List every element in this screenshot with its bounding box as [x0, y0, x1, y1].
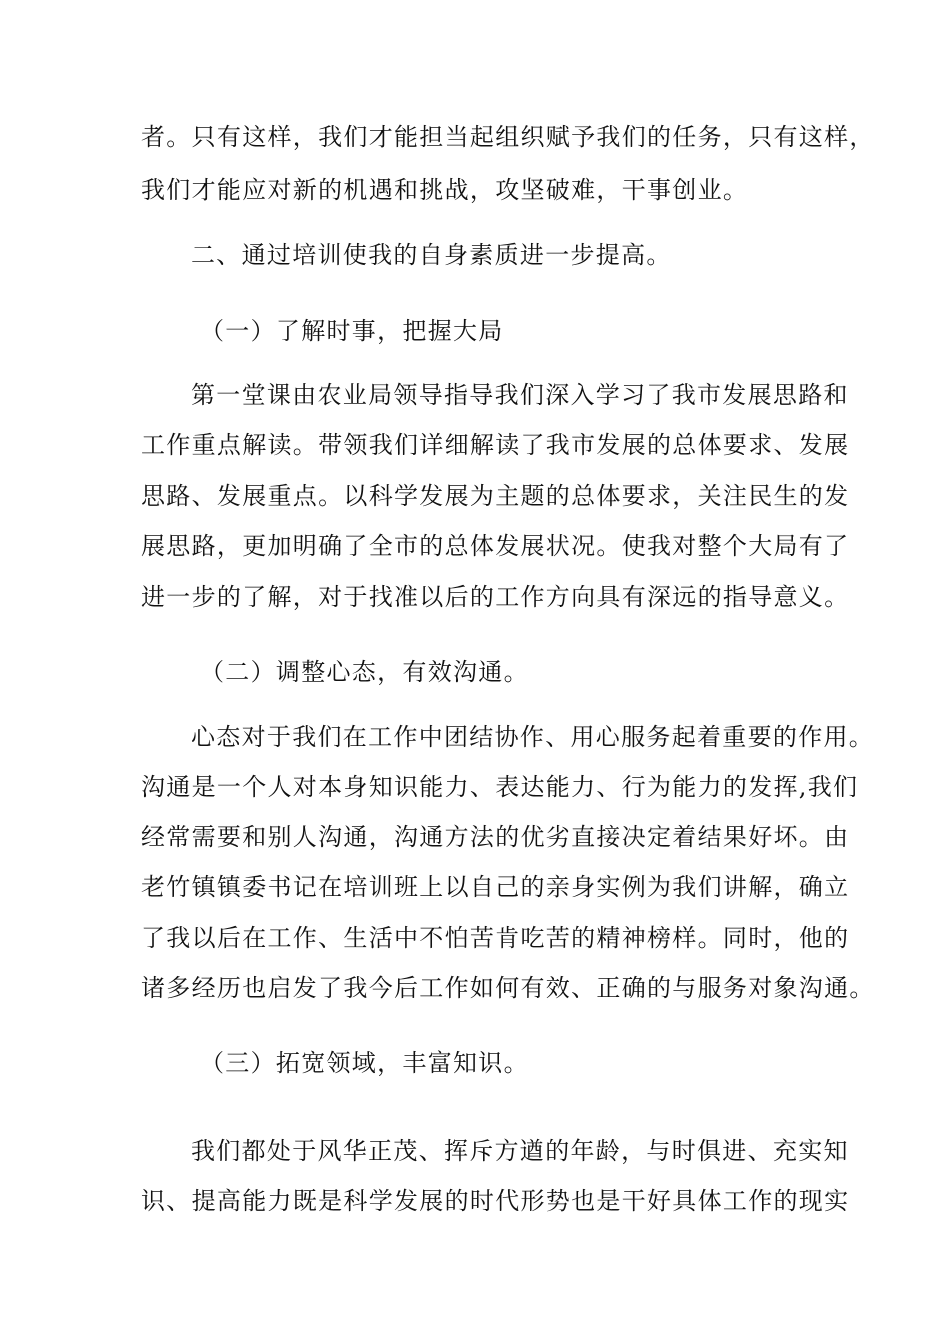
section-heading: 二、通过培训使我的自身素质进一步提高。	[191, 241, 672, 269]
paragraph-line: 我们才能应对新的机遇和挑战，攻坚破难，干事创业。	[141, 176, 749, 204]
paragraph-line: 进一步的了解，对于找准以后的工作方向具有深远的指导意义。	[141, 583, 850, 611]
paragraph-line: 思路、发展重点。以科学发展为主题的总体要求，关注民生的发	[141, 482, 850, 510]
paragraph-line: 沟通是一个人对本身知识能力、表达能力、行为能力的发挥,我们	[141, 773, 859, 801]
paragraph-line: 老竹镇镇委书记在培训班上以自己的亲身实例为我们讲解，确立	[141, 873, 850, 901]
paragraph-line: 工作重点解读。带领我们详细解读了我市发展的总体要求、发展	[141, 431, 850, 459]
paragraph-line: 心态对于我们在工作中团结协作、用心服务起着重要的作用。	[191, 723, 875, 751]
paragraph-line: 经常需要和别人沟通，沟通方法的优劣直接决定着结果好坏。由	[141, 823, 850, 851]
paragraph-line: 第一堂课由农业局领导指导我们深入学习了我市发展思路和	[191, 381, 849, 409]
paragraph-line: 识、提高能力既是科学发展的时代形势也是干好具体工作的现实	[141, 1187, 850, 1215]
paragraph-line: 者。只有这样，我们才能担当起组织赋予我们的任务，只有这样，	[141, 123, 875, 151]
subheading-1: （一）了解时事，把握大局	[200, 317, 504, 345]
paragraph-line: 我们都处于风华正茂、挥斥方遒的年龄，与时俱进、充实知	[191, 1137, 849, 1165]
paragraph-line: 展思路，更加明确了全市的总体发展状况。使我对整个大局有了	[141, 532, 850, 560]
paragraph-line: 了我以后在工作、生活中不怕苦肯吃苦的精神榜样。同时，他的	[141, 924, 850, 952]
subheading-3: （三）拓宽领域，丰富知识。	[200, 1049, 529, 1077]
subheading-2: （二）调整心态，有效沟通。	[200, 658, 529, 686]
paragraph-line: 诸多经历也启发了我今后工作如何有效、正确的与服务对象沟通。	[141, 974, 875, 1002]
